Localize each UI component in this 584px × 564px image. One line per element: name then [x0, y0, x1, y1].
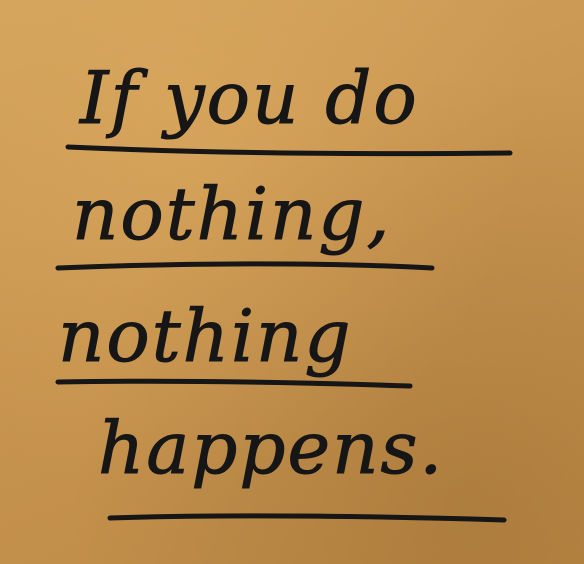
note-line-1: If you do	[80, 56, 419, 140]
note-line-4: happens.	[98, 406, 445, 490]
underline-1	[68, 147, 510, 154]
note-line-3: nothing	[58, 294, 353, 378]
note-line-2: nothing,	[72, 172, 392, 256]
underline-2	[58, 264, 432, 268]
underline-4	[110, 516, 504, 520]
underline-3	[58, 381, 410, 386]
